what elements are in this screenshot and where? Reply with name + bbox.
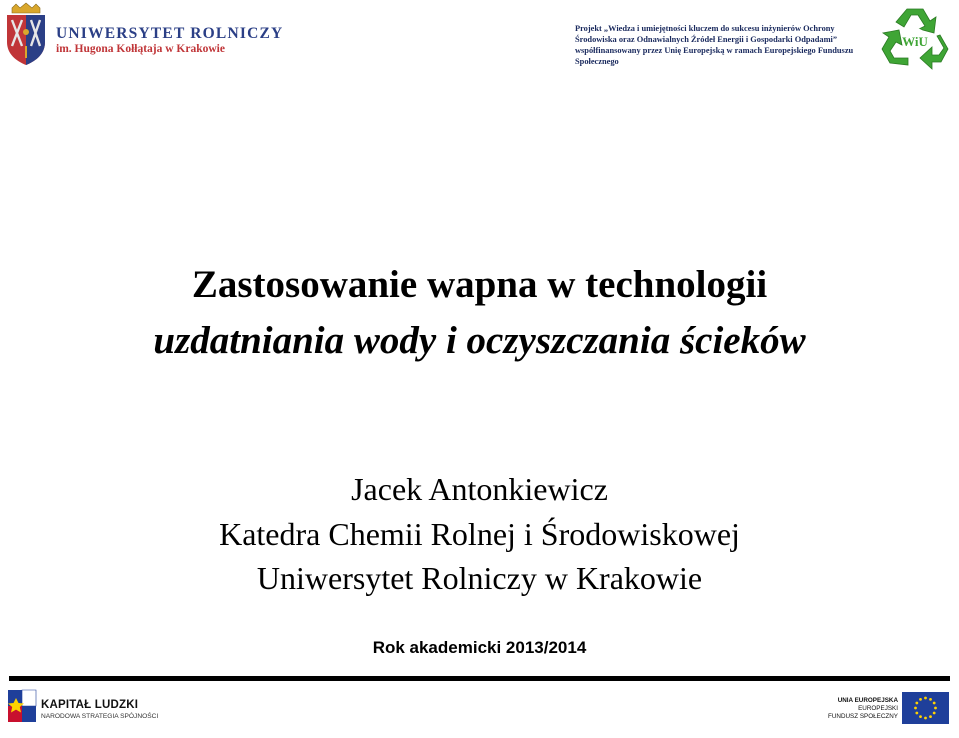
eu-star [919, 698, 922, 701]
university-logo [4, 2, 284, 66]
project-description [575, 23, 865, 67]
university-subname: im. Hugona Kołłątaja w Krakowie [56, 43, 225, 55]
eu-star [929, 698, 932, 701]
kapital-ludzki-subtitle: NARODOWA STRATEGIA SPÓJNOŚCI [41, 713, 159, 720]
eu-star [924, 697, 927, 700]
title-line-1: Zastosowanie wapna w technologii [191, 263, 768, 306]
eu-star [929, 715, 932, 718]
author-department: Katedra Chemii Rolnej i Środowiskowej [219, 516, 740, 552]
eu-text [812, 697, 898, 721]
wiu-logo-text: WiU [902, 34, 928, 49]
footer-divider [9, 676, 950, 681]
eu-star [933, 702, 936, 705]
eu-star [914, 707, 917, 710]
university-name: UNIWERSYTET ROLNICZY [56, 25, 284, 42]
eu-flag-icon [902, 692, 949, 724]
academic-year: Rok akademicki 2013/2014 [372, 638, 587, 657]
kapital-ludzki-title: KAPITAŁ LUDZKI [41, 699, 139, 711]
eu-star [919, 715, 922, 718]
title-line-2: uzdatniania wody i oczyszczania ścieków [153, 319, 806, 362]
eu-line-3: FUNDUSZ SPOŁECZNY [828, 713, 898, 720]
project-line: Społecznego [575, 57, 619, 66]
eu-star [924, 717, 927, 720]
project-line: Projekt „Wiedza i umiejętności kluczem do sukcesu inżynierów Ochrony [575, 24, 835, 33]
eu-star [915, 702, 918, 705]
eu-line-2: EUROPEJSKI [858, 705, 898, 712]
project-line: współfinansowany przez Unię Europejską w ramach Europejskiego Funduszu [575, 46, 854, 55]
eu-star [915, 712, 918, 715]
author-name: Jacek Antonkiewicz [351, 471, 608, 507]
eu-line-1: UNIA EUROPEJSKA [837, 697, 898, 704]
university-crest-icon [4, 2, 48, 66]
recycle-logo-icon [880, 5, 950, 71]
eu-star [934, 707, 937, 710]
kapital-ludzki-logo-icon [6, 686, 40, 734]
eu-star [933, 712, 936, 715]
author-university: Uniwersytet Rolniczy w Krakowie [256, 560, 703, 596]
project-line: Środowiska oraz Odnawialnych Źródeł Energii i Gospodarki Odpadami” [575, 35, 838, 44]
